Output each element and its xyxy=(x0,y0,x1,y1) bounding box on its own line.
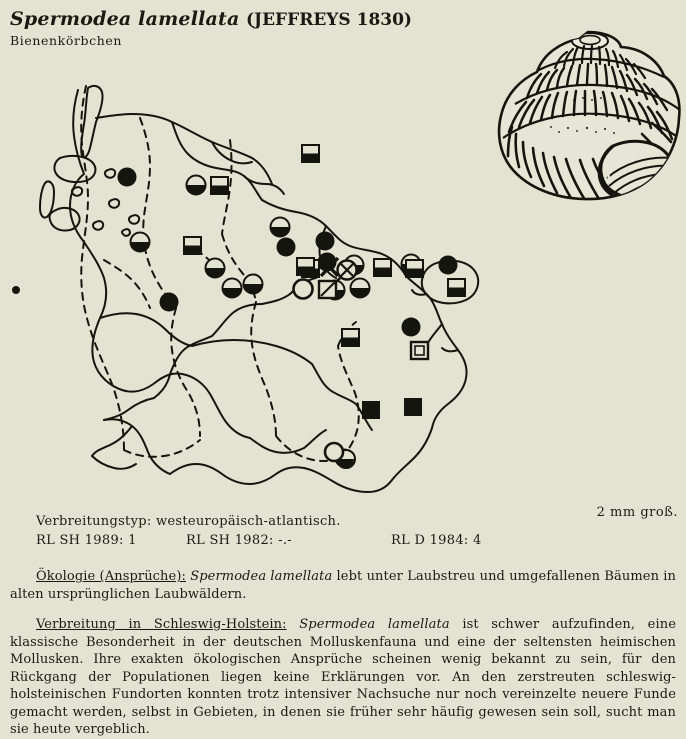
verbreitungstyp-value: westeuropäisch-atlantisch. xyxy=(155,514,341,529)
scale-caption: 2 mm groß. xyxy=(596,505,678,520)
facts-block xyxy=(36,512,656,550)
map-symbol-circle-filled xyxy=(118,168,458,468)
map-symbol-circle-open xyxy=(294,280,344,462)
map-graphic xyxy=(0,60,500,500)
map-symbol-layer xyxy=(118,145,466,468)
verbreitung-species: Spermodea lamellata xyxy=(299,617,450,632)
shell-engraving-icon xyxy=(495,28,683,204)
red-list-row xyxy=(36,531,656,550)
section-verbreitung xyxy=(10,616,676,739)
taxon-authority: (JEFFREYS 1830) xyxy=(246,10,412,30)
verbreitung-heading: Verbreitung in Schleswig-Holstein: xyxy=(36,617,287,632)
verbreitungstyp-row xyxy=(36,512,656,531)
verbreitung-text: ist schwer aufzufinden, eine klassische Besonderheit in der deutschen Molluskenfauna und eine der seltensten heimischen Mollusken. Ihre exakten ökologischen Ansprüche scheinen wenig bekannt zu sein, für den Rückgang der Populationen liegen keine Erklärungen vor. An den zerstreuten schleswig-holsteinischen Fundorten konnten trotz intensiver Nachsuche nur noch vereinzelte neuere Funde gemacht werden, selbst in Gebieten, in denen sie früher sehr häufig gewesen sein soll, sucht man sie heute vergeblich. xyxy=(10,617,676,737)
map-symbol-square-open xyxy=(411,342,428,359)
oekologie-species: Spermodea lamellata xyxy=(190,569,333,584)
rl-sh-1982: RL SH 1982: -.- xyxy=(186,533,292,548)
page-header xyxy=(10,8,490,48)
verbreitungstyp-label: Verbreitungstyp: xyxy=(36,514,152,529)
section-oekologie xyxy=(10,568,676,603)
map-symbol-circle-half xyxy=(131,176,421,469)
rl-d-1984: RL D 1984: 4 xyxy=(391,533,482,548)
map-symbol-square-open-diagonal xyxy=(319,281,336,298)
scientific-name: Spermodea lamellata xyxy=(10,8,240,30)
map-symbol-square-filled xyxy=(362,398,422,419)
rl-sh-1989: RL SH 1989: 1 xyxy=(36,533,137,548)
map-marker-dot xyxy=(12,286,20,294)
distribution-map xyxy=(0,60,500,500)
page-title xyxy=(10,8,490,30)
oekologie-heading: Ökologie (Ansprüche): xyxy=(36,569,186,584)
shell-illustration xyxy=(495,28,683,204)
vernacular-name: Bienenkörbchen xyxy=(10,33,123,48)
oekologie-text: lebt unter Laubstreu und umgefallenen Bäumen in alten ursprünglichen Laubwäldern. xyxy=(10,569,677,602)
